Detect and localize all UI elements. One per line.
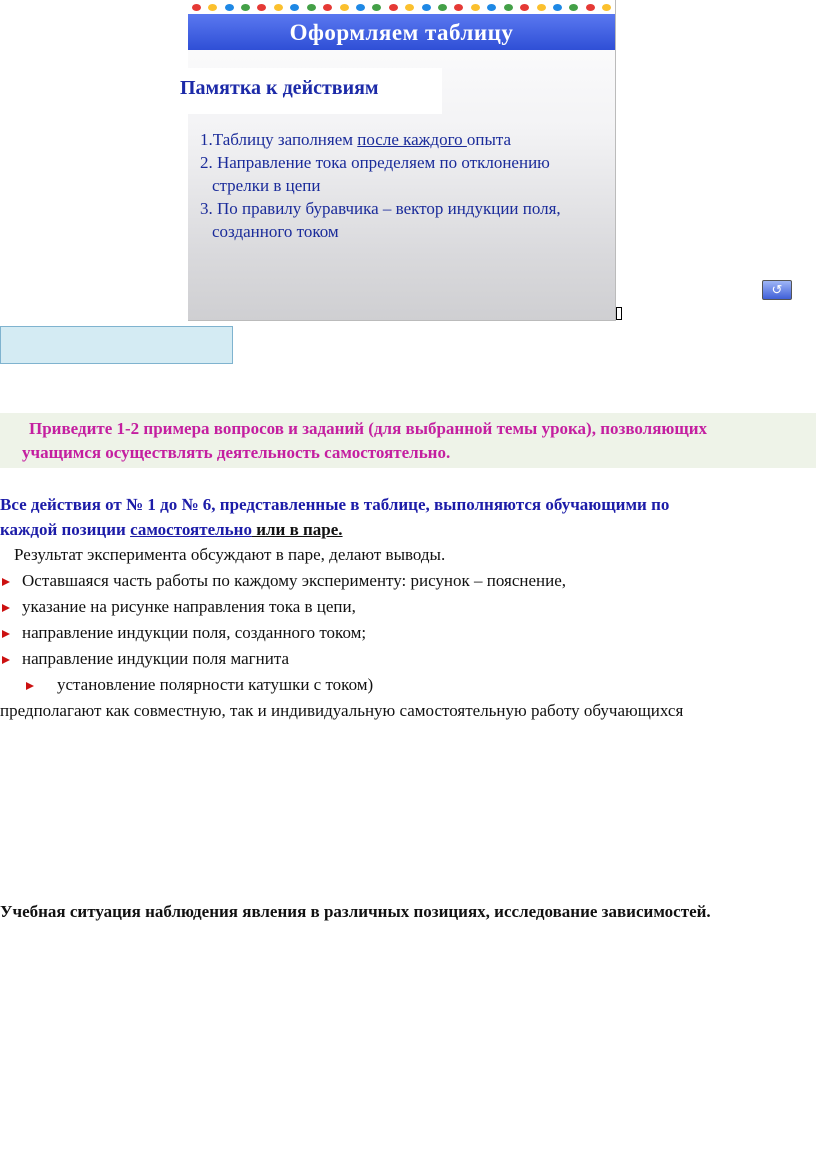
bullet-item-4: направление индукции поля магнита — [22, 649, 289, 668]
memo-item-3: 3. По правилу буравчика – вектор индукции поля, — [200, 199, 561, 218]
task-line-1: Приведите 1-2 примера вопросов и заданий (для выбранной темы урока), позволяющих — [29, 419, 708, 438]
bullet-item-5: установление полярности катушки с током) — [57, 675, 374, 694]
blue-text-box — [0, 326, 233, 364]
result-line: Результат эксперимента обсуждают в паре, делают выводы. — [14, 545, 446, 564]
decorative-beads — [188, 0, 615, 14]
memo-item-3-cont: созданного током — [212, 222, 339, 241]
slide-title: Оформляем таблицу — [188, 14, 615, 50]
text-marker — [616, 307, 622, 320]
bullet-item-1: Оставшаяся часть работы по каждому эксперименту: рисунок – пояснение, — [22, 571, 567, 590]
bullet-item-3: направление индукции поля, созданного током; — [22, 623, 367, 642]
memo-title: Памятка к действиям — [170, 68, 442, 114]
bullet-item-2: указание на рисунке направления тока в цепи, — [22, 597, 356, 616]
task-prompt — [0, 413, 816, 468]
actions-line-1: Все действия от № 1 до № 6, представленные в таблице, выполняются обучающими по — [0, 495, 670, 514]
return-arrow-icon[interactable]: ↺ — [762, 280, 792, 300]
actions-line-2: каждой позиции самостоятельно или в паре. — [0, 520, 343, 539]
memo-list — [200, 128, 610, 243]
actions-paragraph — [0, 492, 816, 542]
task-line-2: учащимся осуществлять деятельность самостоятельно. — [22, 443, 451, 462]
closing-line: предполагают как совместную, так и индивидуальную самостоятельную работу обучающихся — [0, 701, 684, 720]
final-heading: Учебная ситуация наблюдения явления в различных позициях, исследование зависимостей. — [0, 902, 711, 921]
memo-item-2: 2. Направление тока определяем по отклонению — [200, 153, 550, 172]
memo-item-1: 1.Таблицу заполняем после каждого опыта — [200, 130, 512, 149]
memo-item-2-cont: стрелки в цепи — [212, 176, 321, 195]
